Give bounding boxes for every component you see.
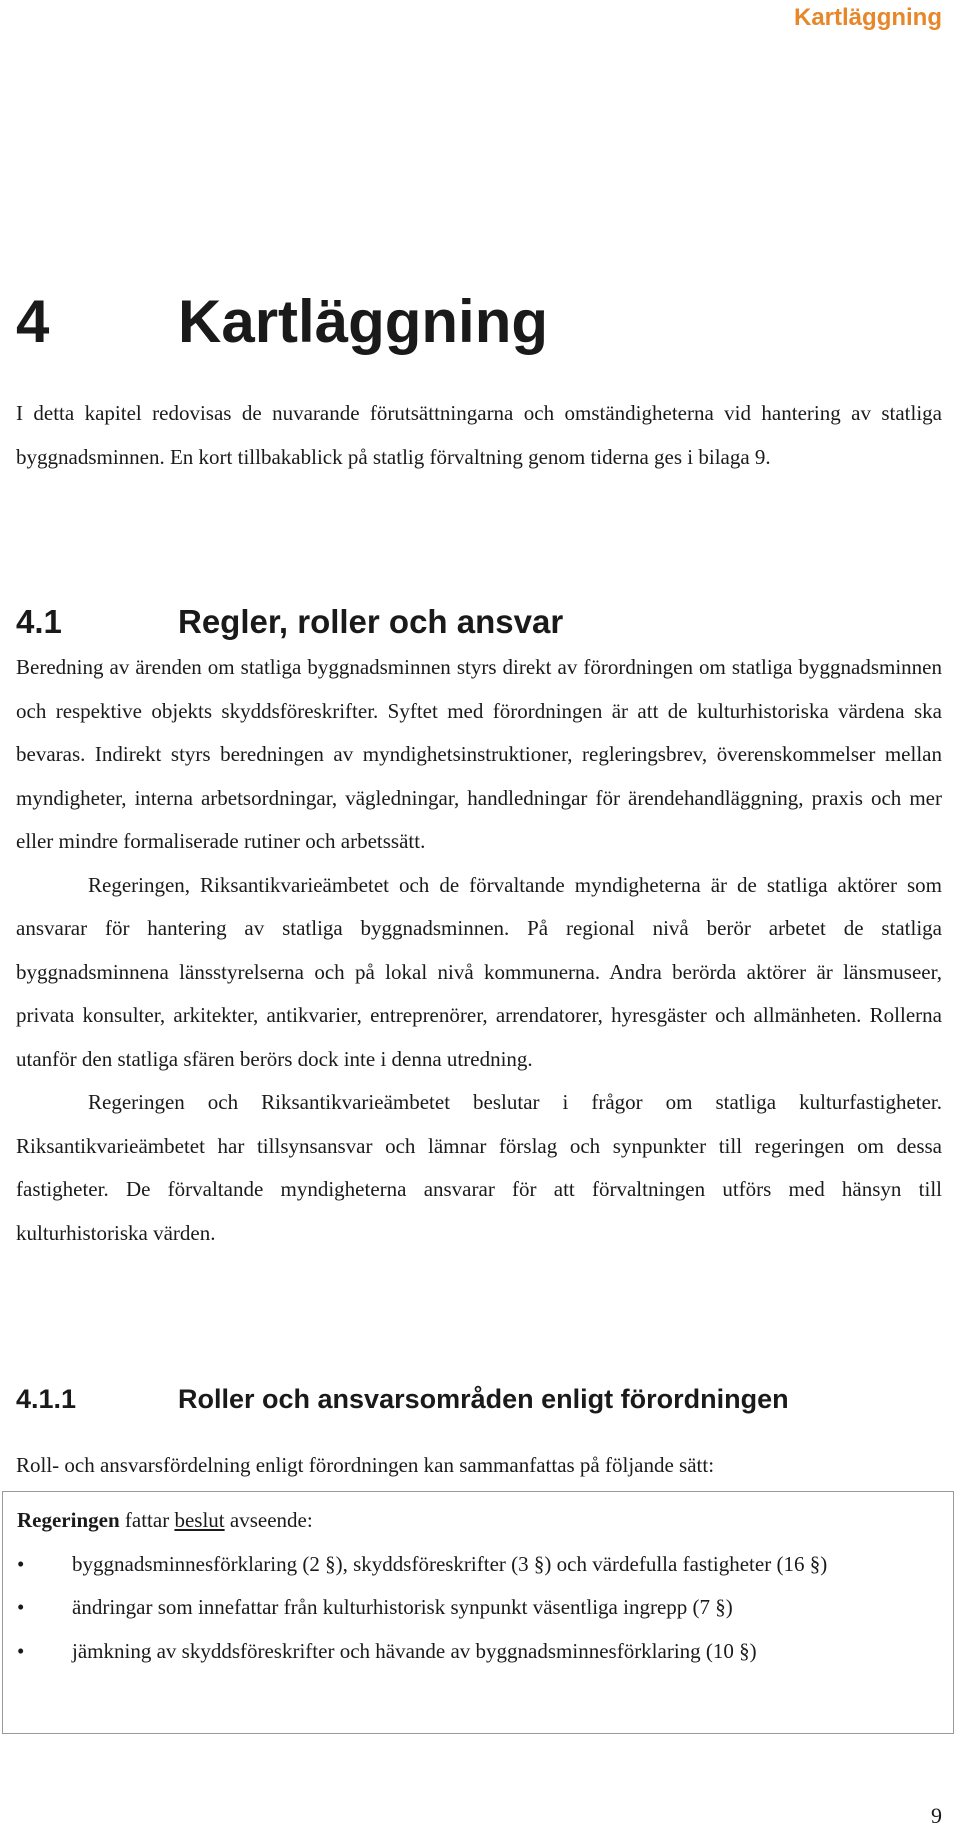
chapter-title: Kartläggning [178,288,548,355]
roles-box-lead [17,1499,953,1543]
roles-box [2,1491,954,1734]
roles-box-keyword: beslut [174,1508,225,1532]
bullet-icon: • [17,1551,25,1576]
subsection-intro: Roll- och ansvarsfördelning enligt förordningen kan sammanfattas på följande sätt: [16,1453,715,1477]
list-item-text: jämkning av skyddsföreskrifter och hävande av byggnadsminnesförklaring (10 §) [72,1638,757,1663]
list-item-text: ändringar som innefattar från kulturhistorisk synpunkt väsentliga ingrepp (7 §) [72,1595,733,1619]
subsection-number: 4.1.1 [16,1384,77,1414]
list-item [17,1630,932,1674]
page-number: 9 [931,1803,942,1828]
section-paragraph-1: Beredning av ärenden om statliga byggnadsminnen styrs direkt av förordningen om statliga byggnadsminnen och respektive objekts skyddsföreskrifter. Syftet med förordningen är att de kulturhistoriska värdena ska bevaras. Indirekt styrs beredningen av myndighetsinstruktioner, regleringsbrev, överenskommelser mellan myndigheter, interna arbetsordningar, vägledningar, handledningar för ärendehandläggning, praxis och mer eller mindre formaliserade rutiner och arbetssätt. [16,655,942,853]
list-item-text: byggnadsminnesförklaring (2 §), skyddsföreskrifter (3 §) och värdefulla fastigheter (16 §) [72,1551,828,1576]
section-heading [16,602,563,642]
subsection-intro-block [16,1444,942,1488]
section-paragraph-3: Regeringen och Riksantikvarieämbetet beslutar i frågor om statliga kulturfastigheter. Riksantikvarieämbetet har tillsynsansvar och lämnar förslag och synpunkter till regeringen om dessa fastigheter. De förvaltande myndigheterna ansvarar för att förvaltningen utförs med hänsyn till kulturhistoriska värden. [16,1090,942,1245]
roles-list [17,1543,953,1674]
bullet-icon: • [17,1595,25,1619]
roles-box-verb: fattar [124,1508,170,1532]
section-number: 4.1 [16,603,62,640]
chapter-intro-block [16,392,942,479]
running-head: Kartläggning [794,4,942,31]
bullet-icon: • [17,1638,25,1663]
section-body [16,646,942,1255]
roles-box-rest: avseende: [229,1508,313,1532]
chapter-intro: I detta kapitel redovisas de nuvarande förutsättningarna och omständigheterna vid hantering av statliga byggnadsminnen. En kort tillbakablick på statlig förvaltning genom tiderna ges i bilaga 9. [16,401,942,469]
chapter-number: 4 [16,288,50,355]
subsection-heading [16,1382,789,1416]
chapter-heading [16,286,548,358]
list-item [17,1543,932,1587]
section-paragraph-2: Regeringen, Riksantikvarieämbetet och de förvaltande myndigheterna är de statliga aktörer som ansvarar för hantering av statliga byggnadsminnen. På regional nivå berör arbetet de statliga byggnadsminnena länsstyrelserna och på lokal nivå kommunerna. Andra berörda aktörer är länsmuseer, privata konsulter, arkitekter, antikvarier, entreprenörer, arrendatorer, hyresgäster och allmänheten. Rollerna utanför den statliga sfären berörs dock inte i denna utredning. [16,872,942,1071]
section-title: Regler, roller och ansvar [178,603,564,640]
roles-box-actor: Regeringen [17,1508,120,1532]
subsection-title: Roller och ansvarsområden enligt förordningen [178,1384,789,1414]
list-item [17,1586,932,1630]
